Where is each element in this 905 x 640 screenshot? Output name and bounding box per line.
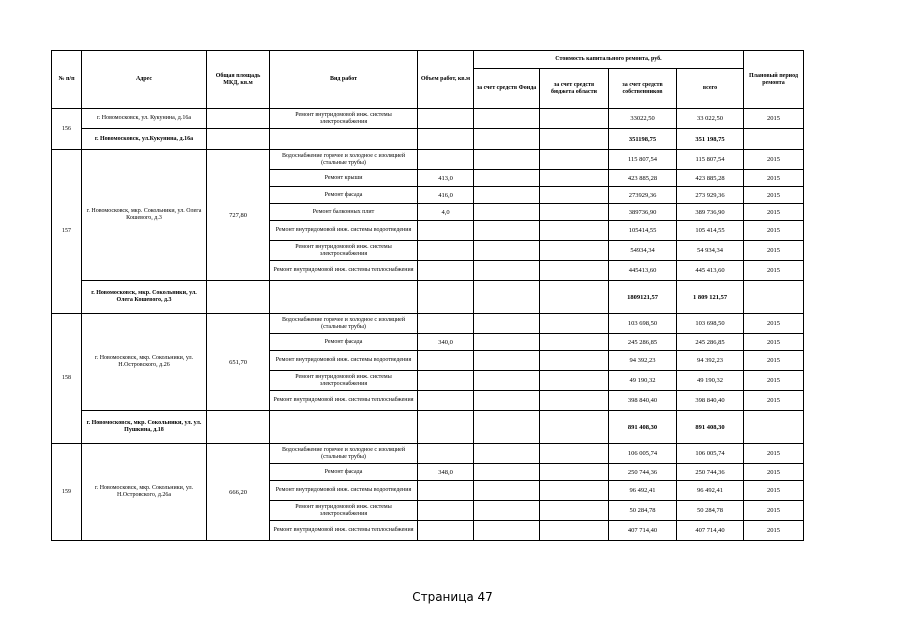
owners-funds-cell: 106 005,74 <box>609 444 677 464</box>
period-cell: 2015 <box>744 391 804 411</box>
owners-funds-cell: 398 840,40 <box>609 391 677 411</box>
owners-funds-cell: 250 744,36 <box>609 464 677 481</box>
total-cell: 389 736,90 <box>677 204 744 221</box>
period-cell: 2015 <box>744 334 804 351</box>
header-region: за счет средств бюджета области <box>540 69 609 109</box>
row-number: 158 <box>52 314 82 444</box>
volume-cell <box>418 221 474 241</box>
total-cell: 398 840,40 <box>677 391 744 411</box>
volume-cell: 340,0 <box>418 334 474 351</box>
period-cell: 2015 <box>744 261 804 281</box>
work-type-cell: Ремонт внутридомовой инж. системы водоотведения <box>270 481 418 501</box>
region-budget-cell <box>540 501 609 521</box>
owners-funds-cell: 105414,55 <box>609 221 677 241</box>
fund-cell <box>474 187 540 204</box>
work-type-cell: Ремонт внутридомовой инж. системы теплоснабжения <box>270 261 418 281</box>
volume-cell: 348,0 <box>418 464 474 481</box>
subtotal-work <box>270 411 418 444</box>
work-type-cell: Ремонт внутридомовой инж. системы электроснабжения <box>270 241 418 261</box>
fund-cell <box>474 444 540 464</box>
total-cell: 94 392,23 <box>677 351 744 371</box>
region-budget-cell <box>540 444 609 464</box>
period-cell: 2015 <box>744 501 804 521</box>
header-period: Плановый период ремонта <box>744 51 804 109</box>
region-budget-cell <box>540 170 609 187</box>
subtotal-owners: 351198,75 <box>609 129 677 150</box>
owners-funds-cell: 389736,90 <box>609 204 677 221</box>
header-address: Адрес <box>82 51 207 109</box>
subtotal-owners: 1809121,57 <box>609 281 677 314</box>
table-body <box>52 109 804 541</box>
volume-cell <box>418 150 474 170</box>
fund-cell <box>474 241 540 261</box>
subtotal-address: г. Новомосковск, мкр. Сокольники, ул. Олега Кошевого, д.3 <box>82 281 207 314</box>
total-cell: 115 807,54 <box>677 150 744 170</box>
owners-funds-cell: 94 392,23 <box>609 351 677 371</box>
region-budget-cell <box>540 187 609 204</box>
region-budget-cell <box>540 241 609 261</box>
region-budget-cell <box>540 351 609 371</box>
work-type-cell: Ремонт крыши <box>270 170 418 187</box>
subtotal-fund <box>474 129 540 150</box>
subtotal-work <box>270 129 418 150</box>
region-budget-cell <box>540 150 609 170</box>
work-type-cell: Ремонт внутридомовой инж. системы электроснабжения <box>270 109 418 129</box>
volume-cell: 416,0 <box>418 187 474 204</box>
work-type-cell: Водоснабжение горячее и холодное с изоляцией (стальные трубы) <box>270 314 418 334</box>
work-type-cell: Ремонт фасада <box>270 187 418 204</box>
fund-cell <box>474 521 540 541</box>
period-cell: 2015 <box>744 314 804 334</box>
area-cell: 666,20 <box>207 444 270 541</box>
row-number: 157 <box>52 150 82 314</box>
period-cell: 2015 <box>744 371 804 391</box>
volume-cell <box>418 351 474 371</box>
total-cell: 407 714,40 <box>677 521 744 541</box>
area-cell: 651,70 <box>207 314 270 411</box>
area-cell <box>207 109 270 129</box>
work-type-cell: Ремонт внутридомовой инж. системы электроснабжения <box>270 371 418 391</box>
region-budget-cell <box>540 314 609 334</box>
period-cell: 2015 <box>744 150 804 170</box>
period-cell: 2015 <box>744 109 804 129</box>
total-cell: 50 284,78 <box>677 501 744 521</box>
fund-cell <box>474 334 540 351</box>
region-budget-cell <box>540 464 609 481</box>
table-row <box>52 314 804 334</box>
work-type-cell: Ремонт фасада <box>270 334 418 351</box>
address-cell: г. Новомосковск, мкр. Сокольники, ул. Н.Островского, д.26а <box>82 444 207 541</box>
volume-cell <box>418 371 474 391</box>
header-num: № п/п <box>52 51 82 109</box>
total-cell: 49 190,32 <box>677 371 744 391</box>
area-cell: 727,80 <box>207 150 270 281</box>
work-type-cell: Водоснабжение горячее и холодное с изоляцией (стальные трубы) <box>270 444 418 464</box>
volume-cell <box>418 391 474 411</box>
subtotal-region <box>540 411 609 444</box>
fund-cell <box>474 204 540 221</box>
owners-funds-cell: 445413,60 <box>609 261 677 281</box>
fund-cell <box>474 150 540 170</box>
subtotal-address: г. Новомосковск, мкр. Сокольники, ул. ул. Пушкина, д.18 <box>82 411 207 444</box>
period-cell: 2015 <box>744 241 804 261</box>
period-cell: 2015 <box>744 464 804 481</box>
period-cell: 2015 <box>744 204 804 221</box>
header-owners: за счет средств собственников <box>609 69 677 109</box>
work-type-cell: Ремонт внутридомовой инж. системы теплоснабжения <box>270 521 418 541</box>
total-cell: 245 286,85 <box>677 334 744 351</box>
work-type-cell: Ремонт внутридомовой инж. системы электроснабжения <box>270 501 418 521</box>
subtotal-volume <box>418 129 474 150</box>
volume-cell <box>418 314 474 334</box>
header-area: Общая площадь МКД, кв.м <box>207 51 270 109</box>
subtotal-volume <box>418 281 474 314</box>
region-budget-cell <box>540 391 609 411</box>
address-cell: г. Новомосковск, мкр. Сокольники, ул. Н.Островского, д.26 <box>82 314 207 411</box>
fund-cell <box>474 109 540 129</box>
total-cell: 445 413,60 <box>677 261 744 281</box>
volume-cell: 4,0 <box>418 204 474 221</box>
region-budget-cell <box>540 221 609 241</box>
period-cell: 2015 <box>744 187 804 204</box>
subtotal-volume <box>418 411 474 444</box>
work-type-cell: Ремонт внутридомовой инж. системы водоотведения <box>270 351 418 371</box>
subtotal-row <box>52 411 804 444</box>
total-cell: 423 885,28 <box>677 170 744 187</box>
owners-funds-cell: 273929,36 <box>609 187 677 204</box>
subtotal-period <box>744 129 804 150</box>
owners-funds-cell: 115 807,54 <box>609 150 677 170</box>
total-cell: 273 929,36 <box>677 187 744 204</box>
header-volume: Объем работ, кв.м <box>418 51 474 109</box>
total-cell: 105 414,55 <box>677 221 744 241</box>
subtotal-work <box>270 281 418 314</box>
volume-cell <box>418 261 474 281</box>
region-budget-cell <box>540 521 609 541</box>
page-number: Страница 47 <box>412 590 493 604</box>
total-cell: 96 492,41 <box>677 481 744 501</box>
owners-funds-cell: 49 190,32 <box>609 371 677 391</box>
volume-cell <box>418 109 474 129</box>
subtotal-region <box>540 281 609 314</box>
subtotal-total: 351 198,75 <box>677 129 744 150</box>
region-budget-cell <box>540 261 609 281</box>
subtotal-area <box>207 281 270 314</box>
fund-cell <box>474 261 540 281</box>
period-cell: 2015 <box>744 481 804 501</box>
capital-repair-table <box>51 50 804 541</box>
subtotal-address: г. Новомосковск, ул.Кукунина, д.16а <box>82 129 207 150</box>
fund-cell <box>474 391 540 411</box>
work-type-cell: Водоснабжение горячее и холодное с изоляцией (стальные трубы) <box>270 150 418 170</box>
volume-cell <box>418 501 474 521</box>
subtotal-period <box>744 281 804 314</box>
total-cell: 250 744,36 <box>677 464 744 481</box>
fund-cell <box>474 221 540 241</box>
address-cell: г. Новомосковск, ул. Кукунина, д.16а <box>82 109 207 129</box>
table-row <box>52 150 804 170</box>
volume-cell <box>418 241 474 261</box>
owners-funds-cell: 103 698,50 <box>609 314 677 334</box>
row-number: 156 <box>52 109 82 150</box>
subtotal-area <box>207 129 270 150</box>
fund-cell <box>474 170 540 187</box>
period-cell: 2015 <box>744 170 804 187</box>
header-work: Вид работ <box>270 51 418 109</box>
owners-funds-cell: 245 286,85 <box>609 334 677 351</box>
period-cell: 2015 <box>744 351 804 371</box>
header-fund: за счет средств Фонда <box>474 69 540 109</box>
subtotal-fund <box>474 411 540 444</box>
subtotal-region <box>540 129 609 150</box>
region-budget-cell <box>540 334 609 351</box>
fund-cell <box>474 371 540 391</box>
owners-funds-cell: 33022,50 <box>609 109 677 129</box>
address-cell: г. Новомосковск, мкр. Сокольники, ул. Олега Кошевого, д.3 <box>82 150 207 281</box>
subtotal-owners: 891 408,30 <box>609 411 677 444</box>
total-cell: 54 934,34 <box>677 241 744 261</box>
volume-cell: 413,0 <box>418 170 474 187</box>
owners-funds-cell: 50 284,78 <box>609 501 677 521</box>
region-budget-cell <box>540 109 609 129</box>
fund-cell <box>474 314 540 334</box>
subtotal-total: 891 408,30 <box>677 411 744 444</box>
volume-cell <box>418 521 474 541</box>
subtotal-row <box>52 129 804 150</box>
owners-funds-cell: 96 492,41 <box>609 481 677 501</box>
subtotal-total: 1 809 121,57 <box>677 281 744 314</box>
region-budget-cell <box>540 204 609 221</box>
fund-cell <box>474 351 540 371</box>
work-type-cell: Ремонт внутридомовой инж. системы водоотведения <box>270 221 418 241</box>
total-cell: 106 005,74 <box>677 444 744 464</box>
region-budget-cell <box>540 481 609 501</box>
owners-funds-cell: 423 885,28 <box>609 170 677 187</box>
owners-funds-cell: 54934,34 <box>609 241 677 261</box>
volume-cell <box>418 481 474 501</box>
total-cell: 33 022,50 <box>677 109 744 129</box>
work-type-cell: Ремонт фасада <box>270 464 418 481</box>
fund-cell <box>474 464 540 481</box>
owners-funds-cell: 407 714,40 <box>609 521 677 541</box>
volume-cell <box>418 444 474 464</box>
header-cost-group: Стоимость капитального ремонта, руб. <box>474 51 744 69</box>
fund-cell <box>474 481 540 501</box>
table-row <box>52 444 804 464</box>
fund-cell <box>474 501 540 521</box>
work-type-cell: Ремонт внутридомовой инж. системы теплоснабжения <box>270 391 418 411</box>
subtotal-row <box>52 281 804 314</box>
work-type-cell: Ремонт балконных плит <box>270 204 418 221</box>
period-cell: 2015 <box>744 521 804 541</box>
row-number: 159 <box>52 444 82 541</box>
period-cell: 2015 <box>744 221 804 241</box>
header-total: всего <box>677 69 744 109</box>
total-cell: 103 698,50 <box>677 314 744 334</box>
table-row <box>52 109 804 129</box>
period-cell: 2015 <box>744 444 804 464</box>
subtotal-fund <box>474 281 540 314</box>
region-budget-cell <box>540 371 609 391</box>
subtotal-area <box>207 411 270 444</box>
subtotal-period <box>744 411 804 444</box>
